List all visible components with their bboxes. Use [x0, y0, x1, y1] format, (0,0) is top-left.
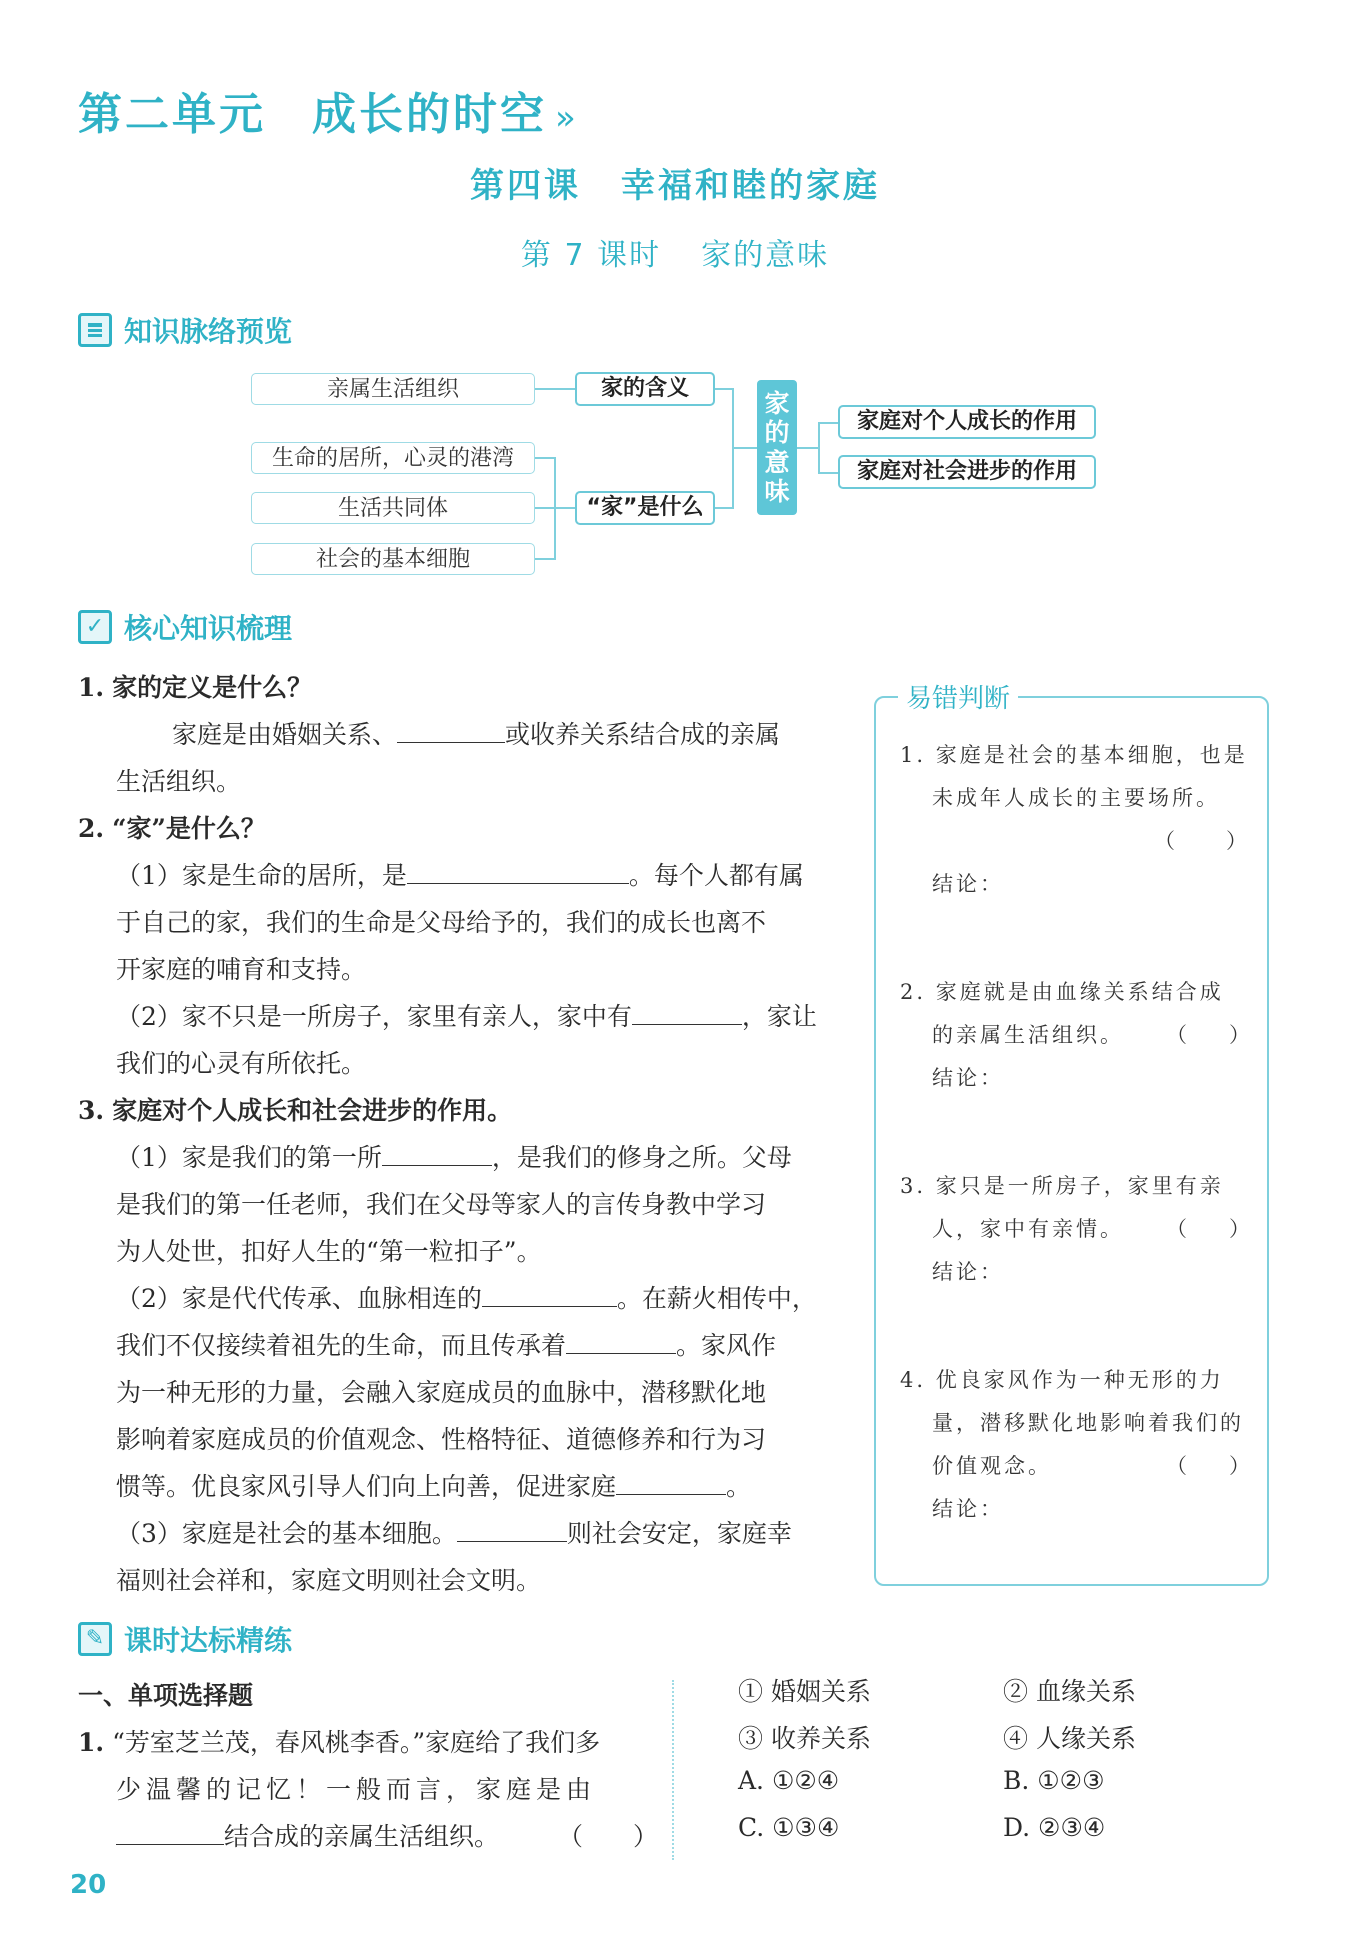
mindmap-right-2: 家庭对社会进步的作用	[838, 455, 1096, 489]
q2-title: 2. “家”是什么？	[78, 814, 266, 843]
q3-line: 福则社会祥和，家庭文明则社会文明。	[116, 1566, 542, 1595]
answer-paren[interactable]: （ ）	[1166, 1454, 1250, 1478]
core-knowledge-body	[78, 664, 838, 1604]
lesson-label: 第四课	[470, 166, 581, 206]
checkbox-icon: ✓	[78, 610, 112, 644]
section-preview-heading	[78, 310, 292, 350]
mindmap-connector	[554, 457, 556, 560]
q2-line: 我们的心灵有所依托。	[116, 1049, 367, 1078]
section-practice-label: 课时达标精练	[124, 1624, 293, 1657]
fill-blank[interactable]	[457, 1511, 567, 1542]
mindmap-connector	[732, 447, 757, 449]
mindmap-left-3: 生活共同体	[251, 492, 535, 524]
page-number: 20	[70, 1870, 107, 1900]
q3-line: 我们不仅接续着祖先的生命，而且传承着 。家风作	[78, 1322, 838, 1369]
center-char: 味	[764, 477, 790, 506]
mindmap-connector	[535, 457, 555, 459]
q3-line: （3）家庭是社会的基本细胞。 则社会安定，家庭幸	[78, 1510, 838, 1557]
q3-line: 影响着家庭成员的价值观念、性格特征、道德修养和行为习	[116, 1425, 767, 1454]
section-preview-label: 知识脉络预览	[124, 315, 293, 348]
option-2: ② 血缘关系	[1003, 1677, 1136, 1706]
q3-line: （2）家是代代传承、血脉相连的 。在薪火相传中，	[78, 1275, 838, 1322]
choice-c[interactable]: C. ①③④	[738, 1813, 840, 1842]
mindmap-center-title	[757, 380, 797, 515]
conclusion-label: 结论：	[932, 1260, 1004, 1284]
period-name: 家的意味	[701, 238, 830, 273]
option-4: ④ 人缘关系	[1003, 1724, 1136, 1753]
fill-blank[interactable]	[407, 853, 629, 884]
q3-line: 为人处世，扣好人生的“第一粒扣子”。	[116, 1237, 542, 1266]
lesson-name: 幸福和睦的家庭	[621, 166, 880, 206]
judgement-item-1: 1. 家庭是社会的基本细胞，也是 未成年人成长的主要场所。 （ ） 结论：	[900, 734, 1250, 906]
q2-line: （1）家是生命的居所，是 。每个人都有属	[78, 852, 838, 899]
option-3: ③ 收养关系	[738, 1724, 871, 1753]
mistake-judgement-title: 易错判断	[898, 678, 1018, 715]
mindmap-connector	[818, 422, 838, 424]
q3-line: 惯等。优良家风引导人们向上向善，促进家庭 。	[78, 1463, 838, 1510]
q3-line: 为一种无形的力量，会融入家庭成员的血脉中，潜移默化地	[116, 1378, 767, 1407]
fill-blank[interactable]	[116, 1814, 224, 1845]
option-1: ① 婚姻关系	[738, 1677, 871, 1706]
q1-line: 生活组织。	[116, 767, 242, 796]
mindmap-connector	[818, 472, 838, 474]
answer-paren[interactable]: （ ）	[1154, 829, 1250, 853]
section-core-heading	[78, 607, 292, 647]
fill-blank[interactable]	[632, 994, 742, 1025]
book-stack-icon	[78, 313, 112, 347]
answer-paren[interactable]: （ ）	[1166, 1217, 1250, 1241]
mindmap-mid-2: “家”是什么	[575, 491, 715, 525]
fill-blank[interactable]	[482, 1276, 617, 1307]
conclusion-label: 结论：	[932, 1066, 1004, 1090]
choice-d[interactable]: D. ②③④	[1003, 1813, 1106, 1842]
mindmap-left-1: 亲属生活组织	[251, 373, 535, 405]
double-chevron-icon: »	[555, 98, 579, 138]
unit-label: 第二单元	[78, 89, 266, 140]
section-core-label: 核心知识梳理	[124, 612, 293, 645]
pencil-icon: ✎	[78, 1622, 112, 1656]
mindmap-connector	[535, 558, 555, 560]
mindmap-connector	[715, 507, 733, 509]
choice-a[interactable]: A. ①②④	[738, 1766, 840, 1795]
q2-line: 开家庭的哺育和支持。	[116, 955, 367, 984]
fill-blank[interactable]	[397, 712, 505, 743]
answer-paren[interactable]: （ ）	[557, 1822, 658, 1851]
fill-blank[interactable]	[566, 1323, 676, 1354]
judgement-item-3: 3. 家只是一所房子，家里有亲 人，家中有亲情。 （ ） 结论：	[900, 1165, 1250, 1294]
judgement-item-2: 2. 家庭就是由血缘关系结合成 的亲属生活组织。 （ ） 结论：	[900, 971, 1250, 1100]
column-divider	[672, 1680, 674, 1860]
mindmap-left-2: 生命的居所，心灵的港湾	[251, 442, 535, 474]
q3-line: 是我们的第一任老师，我们在父母等家人的言传身教中学习	[116, 1190, 767, 1219]
mindmap-connector	[818, 422, 820, 474]
q3-line: （1）家是我们的第一所 ，是我们的修身之所。父母	[78, 1134, 838, 1181]
mindmap-left-4: 社会的基本细胞	[251, 543, 535, 575]
unit-title	[78, 78, 579, 142]
unit-name: 成长的时空	[312, 89, 547, 140]
conclusion-label: 结论：	[932, 1497, 1004, 1521]
center-char: 的	[764, 418, 790, 447]
mindmap-connector	[797, 447, 819, 449]
mindmap-connector	[715, 388, 733, 390]
conclusion-label: 结论：	[932, 872, 1004, 896]
period-label: 第 7 课时	[520, 238, 662, 273]
q1-line: 家庭是由婚姻关系、 或收养关系结合成的亲属	[78, 711, 838, 758]
section-practice-heading	[78, 1619, 292, 1659]
fill-blank[interactable]	[616, 1464, 726, 1495]
fill-blank[interactable]	[382, 1135, 492, 1166]
center-char: 家	[764, 388, 790, 418]
q1-title: 1. 家的定义是什么？	[78, 673, 313, 702]
part-title: 一、单项选择题	[78, 1681, 254, 1710]
choice-b[interactable]: B. ①②③	[1003, 1766, 1105, 1795]
mindmap-connector	[535, 388, 575, 390]
answer-paren[interactable]: （ ）	[1166, 1023, 1250, 1047]
judgement-item-4: 4. 优良家风作为一种无形的力 量，潜移默化地影响着我们的 价值观念。 （ ） 结论：	[900, 1359, 1250, 1531]
q2-line: 于自己的家，我们的生命是父母给予的，我们的成长也离不	[116, 908, 767, 937]
period-title	[0, 230, 1350, 274]
mindmap-mid-1: 家的含义	[575, 372, 715, 406]
q2-line: （2）家不只是一所房子，家里有亲人，家中有 ，家让	[78, 993, 838, 1040]
center-char: 意	[764, 447, 790, 477]
mindmap-right-1: 家庭对个人成长的作用	[838, 405, 1096, 439]
lesson-title	[0, 158, 1350, 207]
practice-question-1: 一、单项选择题 1. “芳室芝兰茂，春风桃李香。”家庭给了我们多 少温馨的记忆！一般而言，家庭是由 结合成的亲属生活组织。 （ ）	[78, 1672, 658, 1860]
q3-title: 3. 家庭对个人成长和社会进步的作用。	[78, 1096, 513, 1125]
